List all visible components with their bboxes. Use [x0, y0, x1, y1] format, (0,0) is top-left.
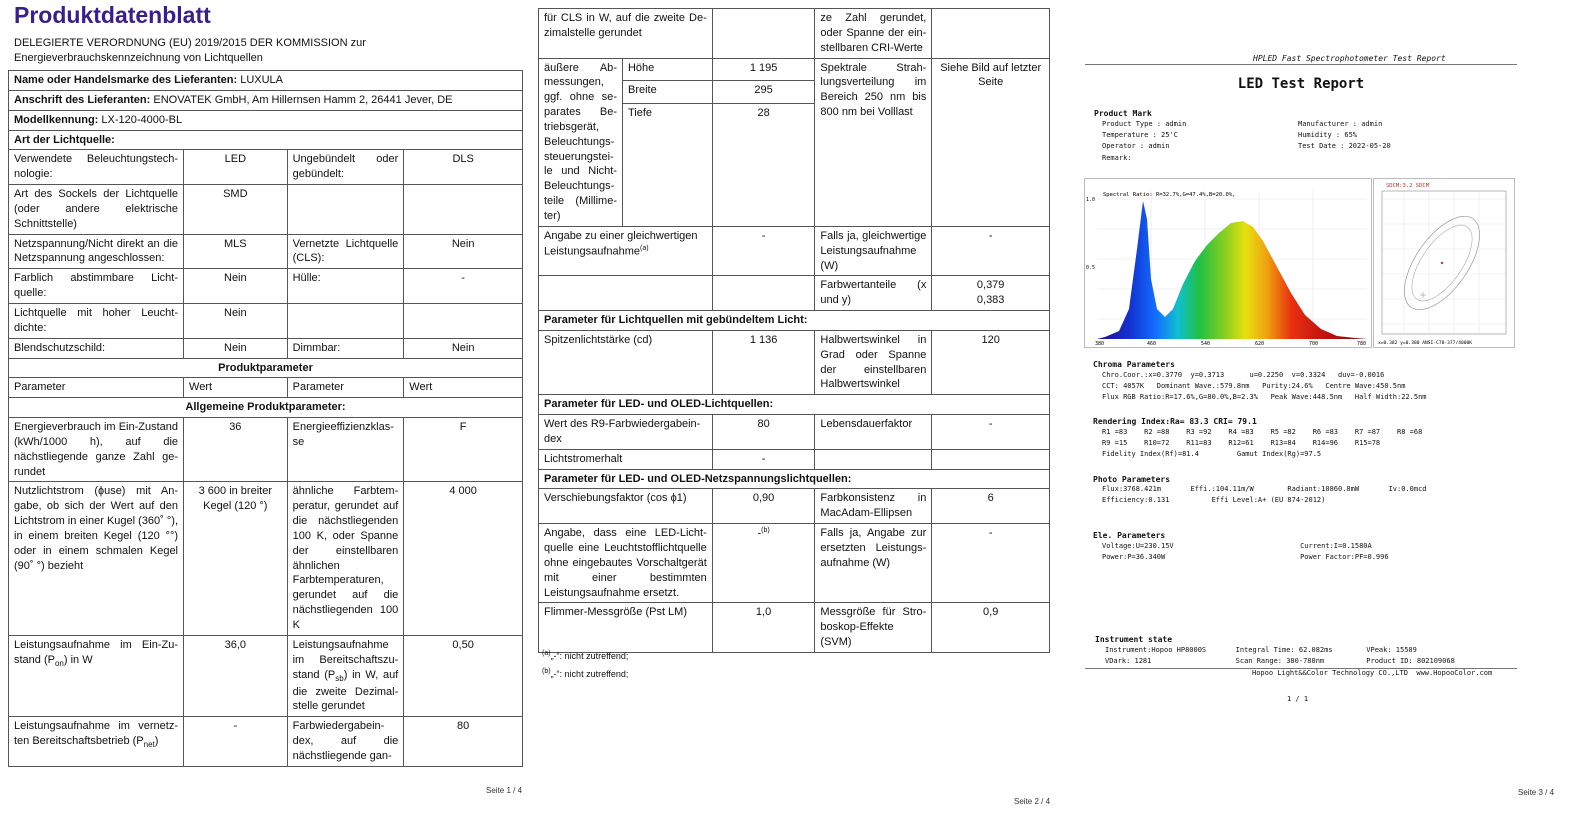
- dimmable-label: Dimmbar:: [287, 338, 404, 358]
- product-datasheet-table: [8, 70, 523, 767]
- led-heading: Parameter für LED- und OLED-Lichtquellen:: [539, 395, 1050, 415]
- chromaticity-label: Farbwertanteile (x und y): [815, 276, 932, 311]
- product-params-heading: Produktparameter: [9, 358, 523, 378]
- p-net-value: -: [184, 717, 288, 767]
- beam-angle-label: Halbwertswinkel in Grad oder Spanne der einstellbaren Halbwertswinkel: [815, 330, 932, 394]
- replaced-power-value: -: [932, 524, 1050, 603]
- power-factor-label: Verschiebungsfaktor (cos ϕ1): [539, 489, 713, 524]
- y-tick: 0.5: [1086, 265, 1096, 271]
- x-tick: 700: [1309, 341, 1319, 347]
- survival-factor-value: -: [932, 415, 1050, 450]
- depth-label: Tiefe: [622, 103, 712, 226]
- product-mark-heading: Product Mark: [1094, 109, 1152, 118]
- fluorescent-replacement-value: -$^{(b)}$: [712, 524, 815, 603]
- report-title: LED Test Report: [1237, 76, 1365, 92]
- photo-params: Flux:3768.421m Effi.:104.11m/W Radiant:10860.8mW Iv:0.0mcd Efficiency:0.131 Effi Level:A+ (EU 874-2012): [1102, 485, 1427, 505]
- col-header-param: Parameter: [9, 378, 184, 398]
- socket-label: Art des Sockels der Lichtquelle (oder andere elektrische Schnittstelle): [9, 185, 184, 235]
- rendering-params: R1 =83 R2 =88 R3 =92 R4 =83 R5 =82 R6 =83 R7 =87 R8 =68 R9 =15 R10=72 R11=83 R12=61 R13=84 R14=96 R15=78 Fidelity Index(Rf)=81.4 Gamut Index(Rg)=97.5: [1102, 428, 1423, 459]
- mains-led-heading: Parameter für LED- und OLED-Netzspannungslichtquellen:: [539, 469, 1050, 489]
- equiv-power-right-value: -: [932, 226, 1050, 276]
- tech-value: LED: [184, 150, 288, 185]
- cls-standby-label: für CLS in W, auf die zweite Dezimalstelle gerundet: [539, 9, 713, 59]
- spectrum-svg: [1085, 179, 1371, 347]
- sdcm-label: SDCM:3.2 SDCM: [1386, 183, 1430, 189]
- cri-label-cont: ze Zahl gerundet, oder Spanne der einstellbaren CRI-Werte: [815, 9, 932, 59]
- product-params-table-continued: [538, 8, 1050, 653]
- electrical-params: Voltage:U=230.15V Current:I=0.1580A Power:P=36.340W Power Factor:PF=0.996: [1102, 542, 1389, 562]
- colour-tunable-label: Farblich abstimmbare Lichtquelle:: [9, 269, 184, 304]
- lumen-maintenance-value: -: [712, 449, 815, 469]
- flux-value: 3 600 in breiter Kegel (120 °): [184, 482, 288, 635]
- colour-tunable-value: Nein: [184, 269, 288, 304]
- depth-value: 28: [712, 103, 815, 226]
- equiv-power-value: -: [712, 226, 815, 276]
- instrument-heading: Instrument state: [1095, 635, 1173, 644]
- directional-heading: Parameter für Lichtquellen mit gebündeltem Licht:: [539, 311, 1050, 331]
- energy-class-label: Energieeffizienzklasse: [287, 418, 404, 482]
- svm-value: 0,9: [932, 603, 1050, 653]
- r9-value: 80: [712, 415, 815, 450]
- energy-value: 36: [184, 418, 288, 482]
- envelope-value: -: [404, 269, 523, 304]
- spectral-value: Siehe Bild auf letzter Seite: [932, 58, 1050, 226]
- spectrum-chart: [1084, 178, 1372, 348]
- svm-label: Messgröße für Stroboskop-Effekte (SVM): [815, 603, 932, 653]
- x-tick: 780: [1357, 341, 1367, 347]
- chromaticity-value: 0,379 0,383: [932, 276, 1050, 311]
- supplier-name-label: Name oder Handelsmarke des Lieferanten:: [14, 74, 238, 86]
- general-params-heading: Allgemeine Produktparameter:: [9, 398, 523, 418]
- supplier-name: LUXULA: [240, 74, 283, 86]
- x-tick: 460: [1147, 341, 1157, 347]
- instrument-params: Instrument:Hopoo HP8000S Integral Time: 62.082ms VPeak: 15509 VDark: 1281 Scan Range: 380-780nm Product ID: 802109068: [1105, 646, 1455, 666]
- width-value: 295: [712, 81, 815, 104]
- peak-intensity-value: 1 136: [712, 330, 815, 394]
- datasheet-page-1: [0, 0, 532, 836]
- glare-shield-value: Nein: [184, 338, 288, 358]
- r9-label: Wert des R9-Farbwiedergabeindex: [539, 415, 713, 450]
- x-tick: 380: [1095, 341, 1105, 347]
- mains-label: Netzspannung/Nicht direkt an die Netzspannung angeschlossen:: [9, 234, 184, 269]
- p-sb-label: Leistungsaufnahme im Bereitschaftszustand $(P_{sb})$ in W, auf die zweite Dezimalstelle gerundet: [287, 635, 404, 716]
- cri-label: Farbwiedergabeindex, auf die nächstliegende gan-: [287, 717, 404, 767]
- supplier-address: ENOVATEK GmbH, Am Hillernsen Hamm 2, 26441 Jever, DE: [153, 93, 453, 106]
- page-footer: Seite 3 / 4: [1518, 788, 1555, 797]
- spectral-label: Spektrale Strahlungsverteilung im Bereich 250 nm bis 800 nm bei Volllast: [815, 58, 932, 226]
- dimmable-value: Nein: [404, 338, 523, 358]
- fluorescent-replacement-label: Angabe, dass eine LED-Lichtquelle eine Leuchtstofflichtquelle ohne eingebautes Vorschaltgerät mit einer bestimmten Leistungsaufnahme ersetzt.: [539, 524, 713, 603]
- chroma-params: Chro.Coor.:x=0.3770 y=0.3713 u=0.2250 v=0.3324 duv=-0.0016 CCT: 4057K Dominant Wave.:579.8nm Purity:24.6% Centre Wave:450.5nm Flux RGB Ratio:R=17.6%,G=80.0%,B=2.3% Peak Wave:448.5nm Half Width:22.5nm: [1102, 371, 1427, 402]
- spectral-ratio-label: Spectral Ratio: R=32.7%,G=47.4%,B=20.0%,: [1103, 192, 1236, 198]
- high-luminance-label: Lichtquelle mit hoher Leuchtdichte:: [9, 303, 184, 338]
- p-sb-value: 0,50: [404, 635, 523, 716]
- p-on-label: Leistungsaufnahme im Ein-Zustand $(P_{on})$ in W: [9, 635, 184, 716]
- colour-consistency-value: 6: [932, 489, 1050, 524]
- sdcm-caption: x=0.382 y=0.380 ANSI-C78-377/4000K: [1378, 341, 1473, 346]
- socket-value: SMD: [184, 185, 288, 235]
- energy-label: Energieverbrauch im Ein-Zustand (kWh/1000 h), auf die nächstliegende ganze Zahl gerundet: [9, 418, 184, 482]
- page-title: Produktdatenblatt: [14, 2, 211, 28]
- replaced-power-label: Falls ja, Angabe zur ersetzten Leistungsaufnahme (W): [815, 524, 932, 603]
- cct-label: ähnliche Farbtemperatur, gerundet auf die nächstliegenden 100 K, oder Spanne der einstellbaren ähnlichen Farbtemperaturen, gerundet auf die nächstliegenden 100 K: [287, 482, 404, 635]
- height-label: Höhe: [622, 58, 712, 81]
- address-label: Anschrift des Lieferanten:: [14, 93, 151, 106]
- high-luminance-value: Nein: [184, 303, 288, 338]
- company-line: Hopoo Light&&Color Technology CO.,LTD www.HopooColor.com: [1252, 669, 1493, 677]
- page-footer: Seite 1 / 4: [486, 786, 523, 795]
- sdcm-chart: [1373, 178, 1515, 348]
- lumen-maintenance-label: Lichtstromerhalt: [539, 449, 713, 469]
- dimensions-label: äußere Abmessungen, ggf. ohne separates Betriebsgerät, Beleuchtungssteuerungsteile und Nicht-Beleuchtungsteile (Millimeter): [539, 58, 623, 226]
- product-mark-left: Product Type : admin Temperature : 25'C Operator : admin Remark:: [1102, 120, 1187, 162]
- p-on-value: 36,0: [184, 635, 288, 716]
- glare-shield-label: Blendschutzschild:: [9, 338, 184, 358]
- envelope-label: Hülle:: [287, 269, 404, 304]
- flicker-value: 1,0: [712, 603, 815, 653]
- page-footer: Seite 2 / 4: [1014, 797, 1051, 806]
- col-header-param: Parameter: [287, 378, 404, 398]
- col-header-value: Wert: [184, 378, 288, 398]
- beam-angle-value: 120: [932, 330, 1050, 394]
- footnote-b: $^{(b)}$„-“: nicht zutreffend;: [542, 668, 629, 679]
- x-tick: 540: [1201, 341, 1211, 347]
- peak-intensity-label: Spitzenlichtstärke (cd): [539, 330, 713, 394]
- rendering-heading: Rendering Index:Ra= 83.3 CRI= 79.1: [1093, 417, 1257, 426]
- cct-value: 4 000: [404, 482, 523, 635]
- electrical-heading: Ele. Parameters: [1093, 531, 1166, 540]
- energy-class-value: F: [404, 418, 523, 482]
- chroma-heading: Chroma Parameters: [1093, 360, 1175, 369]
- target-point: [1441, 262, 1443, 264]
- datasheet-page-2: [538, 0, 1070, 836]
- report-page-number: 1 / 1: [1287, 695, 1309, 703]
- light-source-type-label: Art der Lichtquelle:: [9, 130, 523, 150]
- photo-heading: Photo Parameters: [1093, 475, 1171, 484]
- sdcm-svg: [1374, 179, 1514, 347]
- cri-value: 80: [404, 717, 523, 767]
- model-id: LX-120-4000-BL: [101, 113, 183, 126]
- model-label: Modellkennung:: [14, 113, 99, 126]
- survival-factor-label: Lebensdauerfaktor: [815, 415, 932, 450]
- cls-value: Nein: [404, 234, 523, 269]
- power-factor-value: 0,90: [712, 489, 815, 524]
- p-net-label: Leistungsaufnahme im vernetzten Bereitschaftsbetrieb $(P_{net})$: [9, 717, 184, 767]
- equiv-power-right-label: Falls ja, gleichwertige Leistungsaufnahme (W): [815, 226, 932, 276]
- x-tick: 620: [1255, 341, 1265, 347]
- mains-value: MLS: [184, 234, 288, 269]
- height-value: 1 195: [712, 58, 815, 81]
- tech-label: Verwendete Beleuchtungstechnologie:: [9, 150, 184, 185]
- bundled-value: DLS: [404, 150, 523, 185]
- col-header-value: Wert: [404, 378, 523, 398]
- header-rule: [1085, 64, 1517, 65]
- footnote-a: $^{(a)}$„-“: nicht zutreffend;: [542, 650, 629, 661]
- spectrum-curve: [1097, 201, 1367, 339]
- flux-label: Nutzlichtstrom (ɸuse) mit Angabe, ob sich der Wert auf den Lichtstrom in einer Kugel (360˚ °), in einem breiten Kegel (120 °°) oder in einem schmalen Kegel (90˚ °) bezieht: [9, 482, 184, 635]
- colour-consistency-label: Farbkonsistenz in MacAdam-Ellipsen: [815, 489, 932, 524]
- equiv-power-label: Angabe zu einer gleichwertigen Leistungsaufnahme$^{(a)}$: [539, 226, 713, 276]
- y-tick: 1.0: [1086, 197, 1096, 203]
- report-header: HPLED Fast Spectrophotometer Test Report: [1253, 54, 1446, 63]
- regulation-text: DELEGIERTE VERORDNUNG (EU) 2019/2015 DER KOMMISSION zur Energieverbrauchskennzeichnung von Lichtquellen: [14, 37, 366, 64]
- product-mark-right: Manufacturer : admin Humidity : 65% Test Date : 2022-05-20: [1298, 120, 1391, 151]
- width-label: Breite: [622, 81, 712, 104]
- cls-label: Vernetzte Lichtquelle (CLS):: [287, 234, 404, 269]
- flicker-label: Flimmer-Messgröße (Pst LM): [539, 603, 713, 653]
- bundled-label: Ungebündelt oder gebündelt:: [287, 150, 404, 185]
